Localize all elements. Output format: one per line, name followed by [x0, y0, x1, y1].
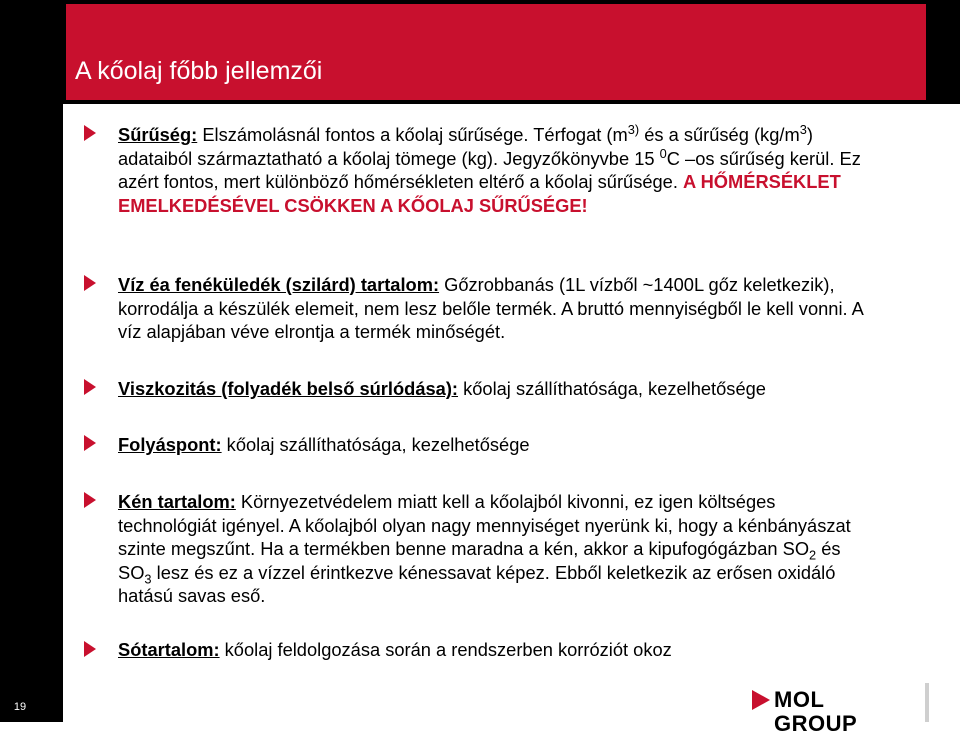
bullet-text: Elszámolásnál fontos a kőolaj sűrűsége. Térfogat (m — [197, 124, 628, 145]
bullet-heading: Folyáspont: — [118, 434, 222, 455]
slide-number: 19 — [13, 701, 27, 713]
mol-group-logo — [752, 687, 912, 736]
superscript: 3) — [627, 121, 640, 137]
logo-text: MOL GROUP — [774, 687, 858, 736]
title-box — [66, 4, 926, 100]
subscript: 2 — [809, 547, 817, 563]
left-sidebar-strip — [0, 0, 63, 722]
superscript: 0 — [659, 145, 667, 161]
bullet-arrow-icon — [84, 435, 96, 451]
bullet-text: Gőzrobbanás (1L vízből ~1400L gőz keletkezik), korrodálja a készülék elemeit, nem lesz belőle termék. A bruttó mennyiségből le kell vonni. A víz alapjában véve elrontja a termék minőségét. — [118, 274, 863, 342]
bullet-sulfur — [118, 490, 870, 608]
superscript: 3 — [799, 121, 807, 137]
bullet-heading: Kén tartalom: — [118, 491, 236, 512]
bullet-text: kőolaj feldolgozása során a rendszerben korróziót okoz — [219, 639, 672, 660]
bullet-text: és SO — [118, 538, 841, 583]
bullet-arrow-icon — [84, 275, 96, 291]
logo-divider — [925, 683, 929, 722]
bullet-heading: Viszkozitás (folyadék belső súrlódása): — [118, 378, 459, 399]
bullet-text: kőolaj szállíthatósága, kezelhetősége — [458, 378, 766, 399]
bullet-arrow-icon — [84, 492, 96, 508]
bullet-arrow-icon — [84, 125, 96, 141]
bullet-emphasis: A HŐMÉRSÉKLET EMELKEDÉSÉVEL CSÖKKEN A KŐOLAJ SŰRŰSÉGE! — [118, 171, 841, 216]
slide-title: A kőolaj főbb jellemzői — [75, 57, 323, 85]
bullet-heading: Víz éa fenéküledék (szilárd) tartalom: — [118, 274, 440, 295]
bullet-text: kőolaj szállíthatósága, kezelhetősége — [221, 434, 530, 455]
bullet-text: lesz és ez a vízzel érintkezve kénessavat képez. Ebből keletkezik az erősen oxidáló hatású savas eső. — [118, 561, 836, 606]
bullet-density — [118, 123, 870, 217]
logo-arrow-icon — [752, 690, 770, 710]
bullet-text: Környezetvédelem miatt kell a kőolajból kivonni, ez igen költséges technológiát igényel. A kőolajból olyan nagy mennyiséget nyerünk ki, hogy a kénbányászat szinte megszűnt. Ha a termékben benne maradna a kén, akkor a kipufogógázban SO — [118, 491, 851, 559]
bullet-text: ) adataiból származtatható a kőolaj tömege (kg). Jegyzőkönyvbe 15 — [118, 124, 813, 169]
bullet-arrow-icon — [84, 641, 96, 657]
bullet-heading: Sótartalom: — [118, 639, 220, 660]
bullet-text: és a sűrűség (kg/m — [639, 124, 800, 145]
bullet-viscosity — [118, 377, 870, 401]
bullet-heading: Sűrűség: — [118, 124, 198, 145]
bullet-text: C –os sűrűség kerül. Ez azért fontos, mert különböző hőmérsékleten eltérő a kőolaj sűrűsége. — [118, 147, 861, 192]
bullet-salt — [118, 638, 870, 662]
bullet-pour-point — [118, 433, 870, 457]
bullet-arrow-icon — [84, 379, 96, 395]
bullet-water-sediment — [118, 273, 870, 344]
subscript: 3 — [144, 571, 152, 587]
